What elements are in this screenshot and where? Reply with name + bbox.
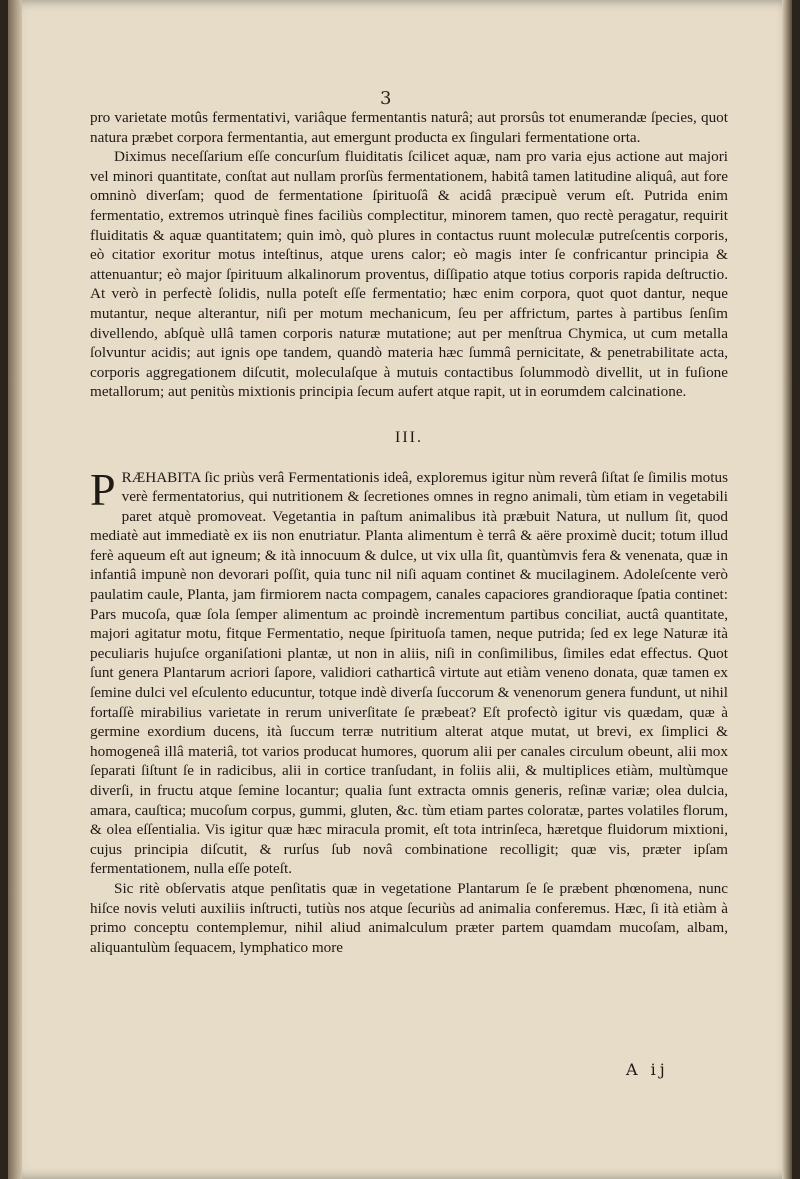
paragraph-praehabita bbox=[90, 463, 728, 879]
body-text bbox=[90, 108, 728, 957]
paragraph-sic-rite: Sic ritè obſervatis atque penſitatis quæ in vegetatione Plantarum ſe ſe præbent phœnomena, nunc hiſce novis veluti auxiliis inſtructi, tutiùs nos atque ſecuriùs ad animalia conferemus. Hæc, ſi ità etiàm à primo conceptu contemplemur, nihil aliud animalculum præter partem quamdam mucoſam, albam, aliquantulùm ſequacem, lymphatico more bbox=[90, 879, 728, 956]
page-gutter bbox=[8, 0, 22, 1179]
paragraph-praehabita-text: RÆHABITA ſic priùs verâ Fermentationis ideâ, exploremus igitur nùm reverâ ſiſtat ſe ſimilis motus verè fermentatorius, qui nutritionem & ſecretiones omnes in regno animali, tùm etiam in vegetabili paret atquè promoveat. Vegetantia in paſtum animalibus ità præbuit Natura, ut nullum ſit, quod mediatè aut immediatè ex iis non enutriatur. Planta alimentum è terrâ & aëre proximè ducit; totum illud ferè aqueum eſt aut igneum; & ità innocuum & dulce, ut vix ulla ſit, quantùmvis fera & venenata, quæ in infantiâ impunè non devorari poſſit, quia tunc nil niſi aquam continet & mucilaginem. Adoleſcente verò paulatim caule, Planta, jam firmiorem nacta compagem, canales capaciores grandioraque ſpatia continet: Pars mucoſa, quæ ſola ſemper alimentum ac proindè incrementum partibus conciliat, auctâ quantitate, majori agitatur motu, fitque Fermentatio, neque ſpirituoſa tamen, neque putrida; ſed ex lege Naturæ ità peculiaris hujuſce organiſationi plantæ, ut non in aliis, niſi in conſimilibus, ſimiles edat effectus. Quot ſunt genera Plantarum acriori ſapore, validiori catharticâ virtute aut etiàm veneno donata, quæ tamen ex ſemine dulci vel eſculento educuntur, totque indè diverſa ſuccorum & venenorum genera fundunt, ut nihil fortaſſè mirabilius varietate in rerum univerſitate ſe præbeat? Eſt profectò igitur vis quædam, quæ à germine exordium ducens, ità ſuccum terræ nutritium alterat atque mutat, ut brevi, ex ſimplici & homogeneâ illâ materiâ, tot varios producat humores, quorum alii per canales circulum obeunt, alii mox ſeparati ſiſtunt ſe in radicibus, alii in cortice tranſudant, in foliis alii, & multiplices etiàm, multùmque diverſi, in fructu atque ſemine locantur; qualia ſunt extracta omnis generis, reſinæ variæ; olea dulcia, amara, cauſtica; mucoſum corpus, gummi, gluten, &c. tùm etiam partes coloratæ, partes volatiles florum, & olea eſſentialia. Vis igitur quæ hæc miracula promit, eſt tota intrinſeca, hæretque fluidorum mixtioni, cujus principia diſcutit, & rurſus ſub novâ combinatione recolligit; quæ vis, præter ipſam fermentationem, nulla eſſe poteſt. bbox=[90, 468, 728, 878]
page-edge bbox=[782, 0, 792, 1179]
drop-cap: P bbox=[90, 463, 116, 515]
book-page bbox=[8, 0, 792, 1179]
signature-mark: A ij bbox=[626, 1060, 669, 1079]
paragraph-diximus: Diximus neceſſarium eſſe concurſum fluiditatis ſcilicet aquæ, nam pro varia ejus actione aut majori vel minori quantitate, conſtat aut nullam prorſùs fermentationem, habitâ tamen latitudine aliquâ, aut fore omninò diverſam; quod de fermentatione ſpirituoſâ & acidâ præcipuè verum eſt. Putrida enim fermentatio, extremos utrinquè fines faciliùs complectitur, minorem tamen, quo rectè peragatur, requirit fluiditatis & aquæ quantitatem; quin imò, quò plures in contactus ruunt moleculæ putreſcentis corporis, eò citatior exoritur motus inteſtinus, atque urens calor; eò magis inter ſe confricantur principia & attenuantur; eò major ſpirituum alkalinorum proventus, diſſipatio atque totius corporis rapida deſtructio. At verò in perfectè ſolidis, nulla poteſt eſſe fermentatio; hæc enim corpora, quot quot dantur, neque mutantur, neque alterantur, niſi per motum mechanicum, ſeu per affrictum, partes à partibus ſenſim divellendo, abſquè ullâ tamen corporis naturæ mutatione; aut per menſtrua Chymica, ut cum metalla ſolvuntur acidis; aut ignis ope tandem, quandò materia hæc ſummâ pernicitate, & penetrabilitate acta, corporis aggregationem diſcutit, moleculaſque à mutuis contactibus ſolummodò divellit, ut in fuſione metallorum; aut penitùs mixtionis principia ſecum aufert atque rapit, ut in eorumdem calcinatione. bbox=[90, 148, 728, 401]
page-number: 3 bbox=[380, 88, 392, 109]
paragraph-continuation: pro varietate motûs fermentativi, variâque fermentantis naturâ; aut prorsûs tot enumerandæ ſpecies, quot natura præbet corpora fermentantia, aut emergunt producta ex ſingulari fermentatione orta. bbox=[90, 109, 728, 146]
section-heading: III. bbox=[395, 428, 423, 446]
